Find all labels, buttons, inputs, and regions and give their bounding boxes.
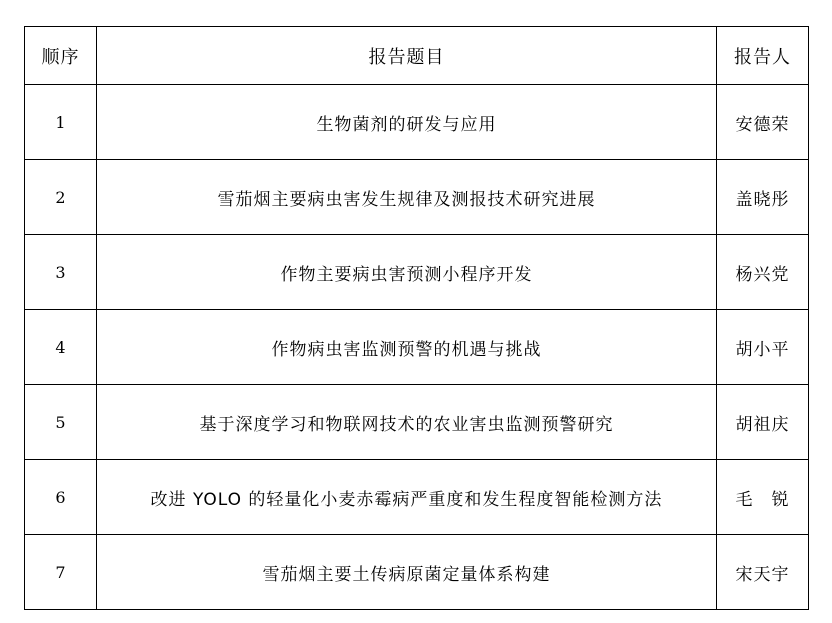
- cell-sequence: 2: [25, 160, 97, 235]
- report-schedule-table: [24, 26, 809, 610]
- cell-sequence: 6: [25, 460, 97, 535]
- cell-sequence: 1: [25, 85, 97, 160]
- cell-title: 基于深度学习和物联网技术的农业害虫监测预警研究: [97, 385, 717, 460]
- cell-title: 改进 YOLO 的轻量化小麦赤霉病严重度和发生程度智能检测方法: [97, 460, 717, 535]
- cell-title: 作物病虫害监测预警的机遇与挑战: [97, 310, 717, 385]
- header-sequence: 顺序: [25, 27, 97, 85]
- cell-speaker: 安德荣: [717, 85, 809, 160]
- cell-speaker: 毛 锐: [717, 460, 809, 535]
- cell-speaker: 盖晓彤: [717, 160, 809, 235]
- table-row: [25, 535, 809, 610]
- cell-sequence: 7: [25, 535, 97, 610]
- header-title: 报告题目: [97, 27, 717, 85]
- cell-speaker: 胡祖庆: [717, 385, 809, 460]
- table-row: [25, 85, 809, 160]
- cell-sequence: 5: [25, 385, 97, 460]
- cell-title: 雪茄烟主要土传病原菌定量体系构建: [97, 535, 717, 610]
- table-body: [25, 85, 809, 610]
- table-row: [25, 160, 809, 235]
- table-header: [25, 27, 809, 85]
- cell-sequence: 4: [25, 310, 97, 385]
- cell-title: 作物主要病虫害预测小程序开发: [97, 235, 717, 310]
- cell-title: 雪茄烟主要病虫害发生规律及测报技术研究进展: [97, 160, 717, 235]
- table-row: [25, 310, 809, 385]
- header-speaker: 报告人: [717, 27, 809, 85]
- cell-sequence: 3: [25, 235, 97, 310]
- cell-title: 生物菌剂的研发与应用: [97, 85, 717, 160]
- cell-speaker: 宋天宇: [717, 535, 809, 610]
- table-row: [25, 235, 809, 310]
- cell-speaker: 杨兴党: [717, 235, 809, 310]
- table-row: [25, 385, 809, 460]
- cell-speaker: 胡小平: [717, 310, 809, 385]
- table-row: [25, 460, 809, 535]
- table-header-row: [25, 27, 809, 85]
